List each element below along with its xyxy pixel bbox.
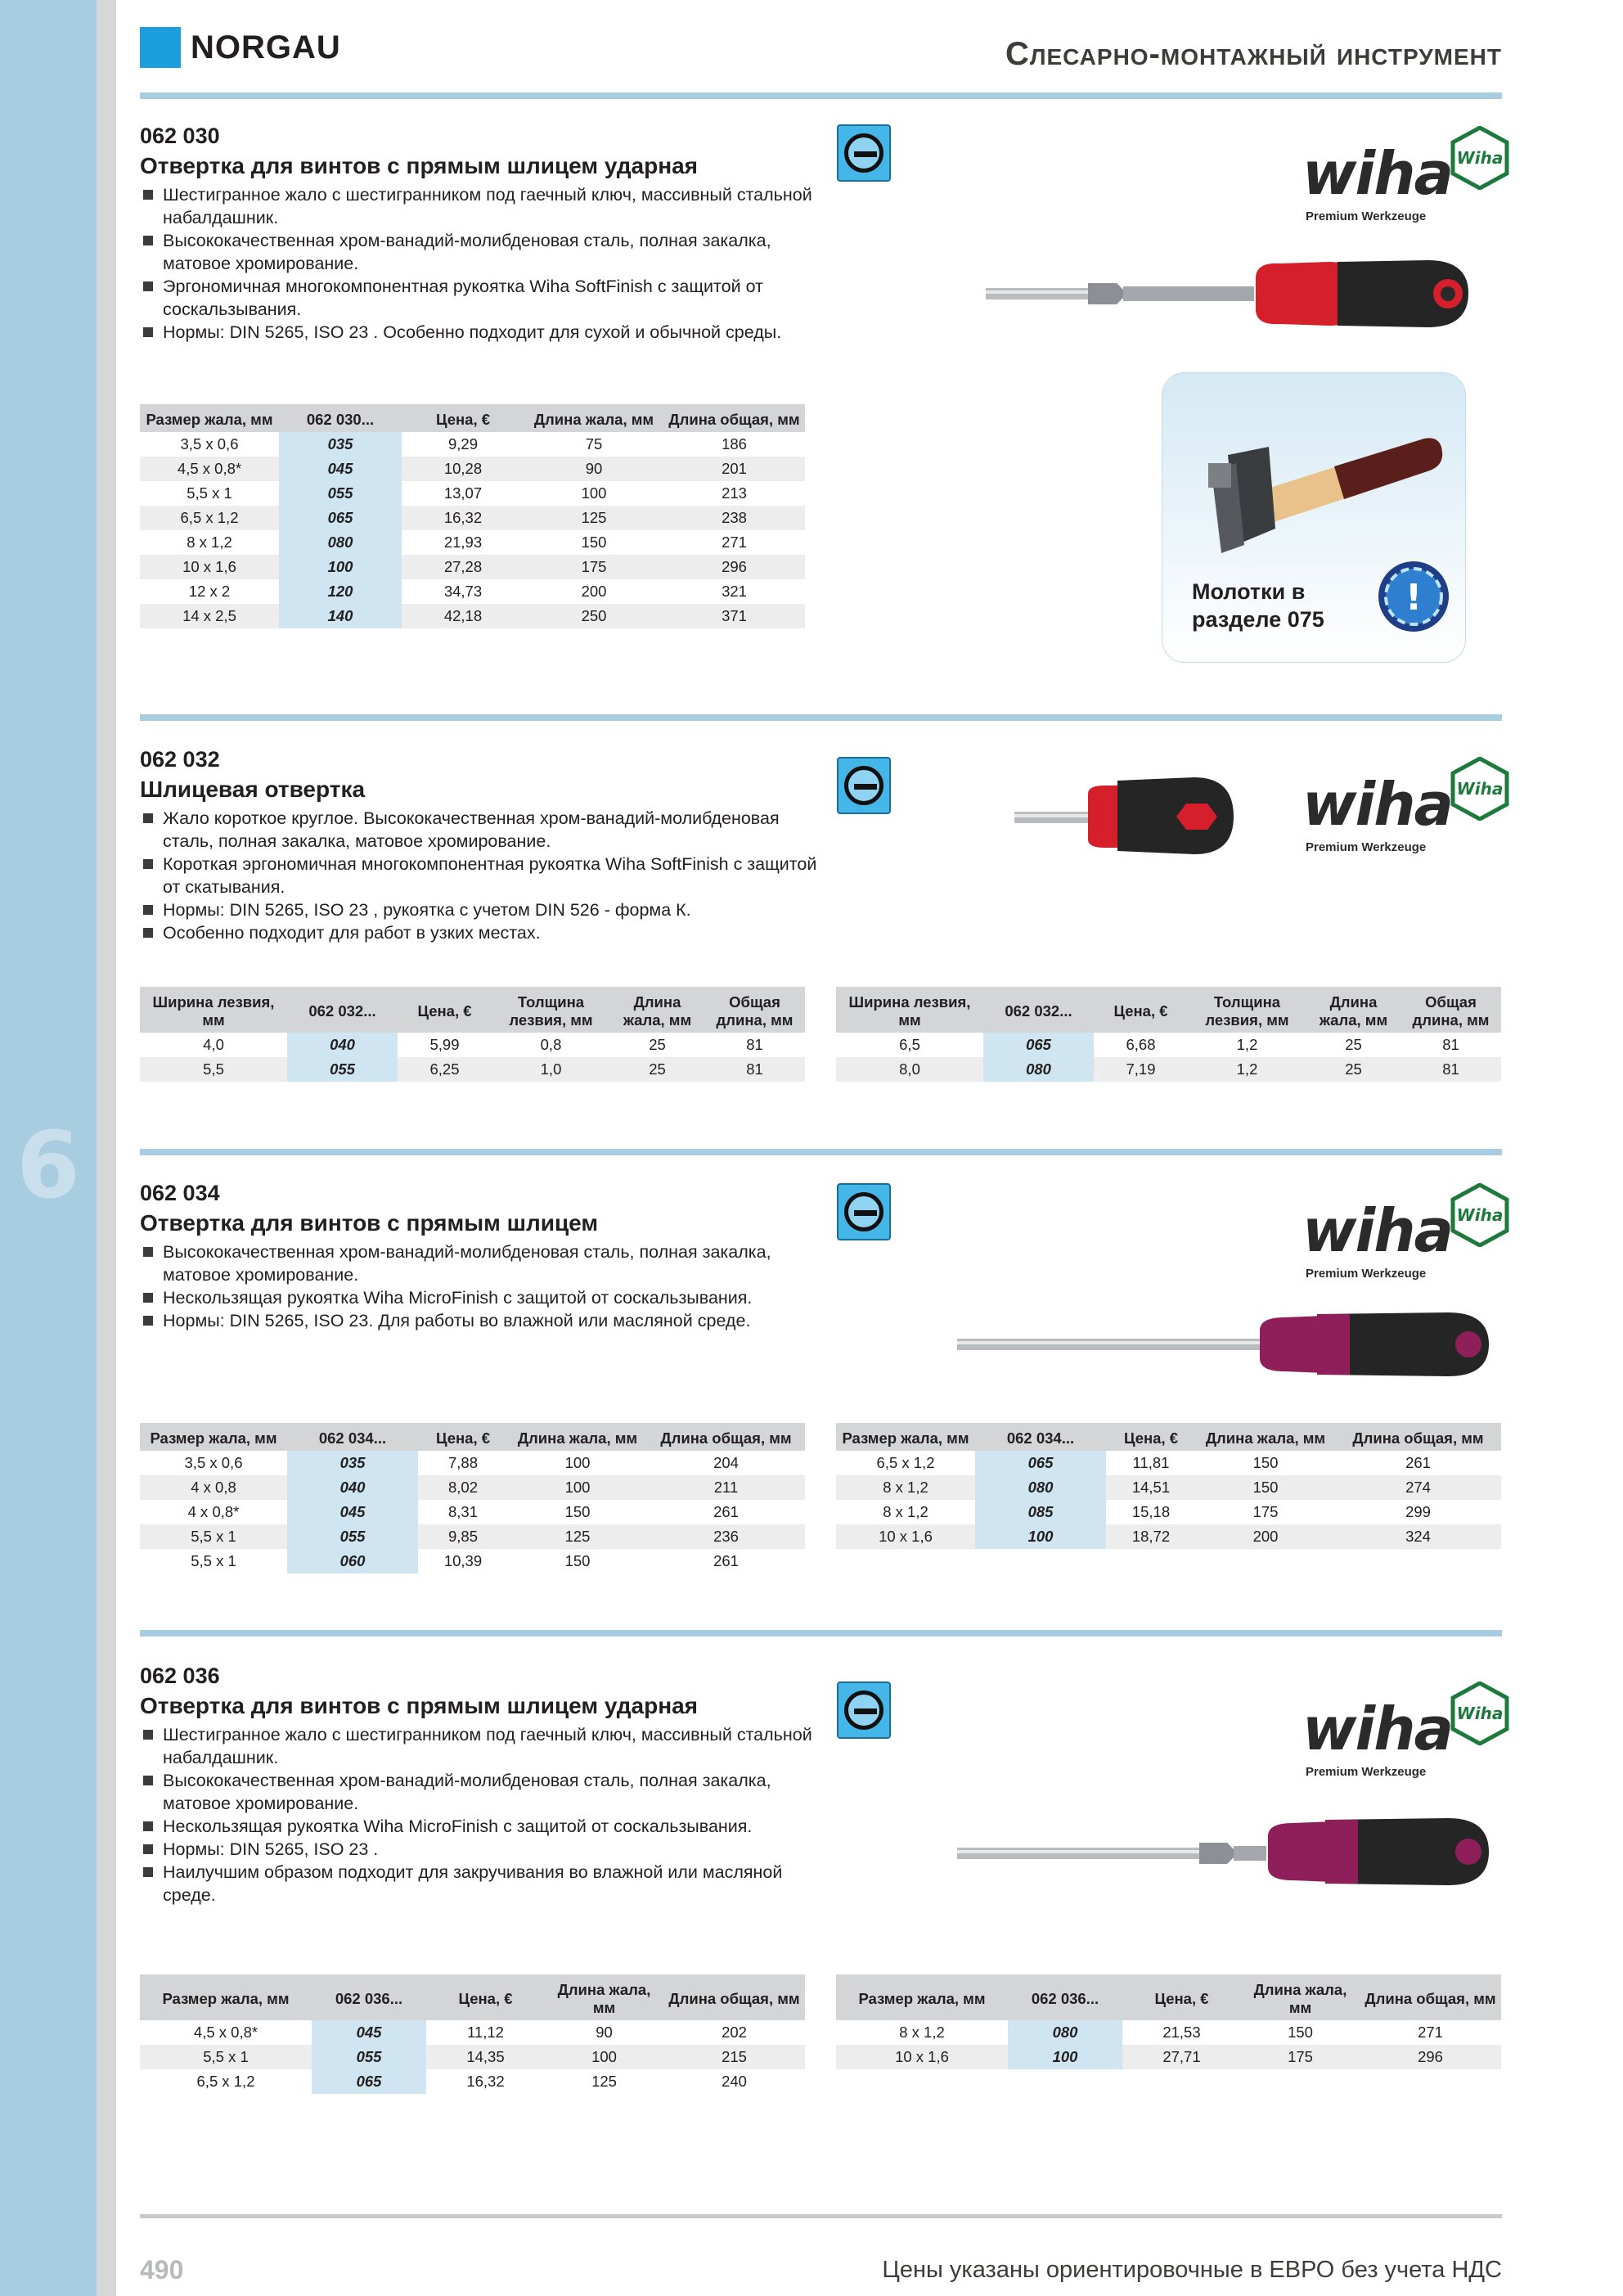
col-header: Ширина лезвия, мм — [140, 987, 287, 1033]
col-header: Длина общая, мм — [663, 404, 805, 432]
col-header: Длина жала, мм — [1241, 1974, 1360, 2020]
table-row — [836, 1057, 1501, 1082]
table-cell: 261 — [713, 1503, 739, 1520]
feature-list — [140, 183, 827, 344]
table-cell: 4,5 x 0,8* — [140, 457, 279, 481]
brand-logo — [140, 27, 341, 68]
brand-name: NORGAU — [191, 29, 341, 65]
table-cell: 16,32 — [402, 506, 524, 530]
table-cell: 10,39 — [443, 1552, 483, 1569]
table-row — [140, 1475, 805, 1500]
wiha-subtitle: Premium Werkzeuge — [1306, 1765, 1427, 1779]
col-header: Цена, € — [426, 1974, 545, 2020]
table-cell: 150 — [581, 533, 607, 551]
article-code-cell: 080 — [983, 1057, 1094, 1082]
article-code-cell: 065 — [983, 1033, 1094, 1057]
price-table-062-036-b — [836, 1974, 1501, 2069]
feature-item: Жало короткое круглое. Высококачественная хром-ванадий-молибденовая сталь, полная закалка, матовое хромирование. — [140, 807, 827, 853]
col-header: 062 032... — [983, 987, 1094, 1033]
article-code-cell: 055 — [312, 2045, 426, 2069]
col-header: Длина жала, мм — [545, 1974, 663, 2020]
table-cell: 125 — [591, 2073, 617, 2090]
product-code: 062 030 — [140, 124, 220, 148]
table-row — [836, 2020, 1501, 2045]
table-cell: 6,5 x 1,2 — [196, 2073, 255, 2090]
table-row — [140, 604, 805, 628]
table-cell: 14,35 — [426, 2045, 545, 2069]
table-cell: 100 — [545, 2045, 663, 2069]
table-row — [140, 457, 805, 481]
product-title: Шлицевая отвертка — [140, 777, 366, 802]
table-cell: 4 x 0,8 — [140, 1475, 287, 1500]
table-cell: 200 — [581, 583, 607, 600]
svg-text:Wiha: Wiha — [1456, 779, 1504, 799]
table-cell: 8,0 — [836, 1057, 983, 1082]
stubby-screwdriver-image — [1014, 769, 1243, 859]
page-title: Слесарно-монтажный инструмент — [1005, 36, 1502, 72]
table-cell: 150 — [1252, 1454, 1279, 1471]
table-cell: 1,0 — [492, 1057, 610, 1082]
table-cell: 150 — [1196, 1475, 1335, 1500]
table-cell: 75 — [585, 435, 603, 452]
col-header: 062 034... — [287, 1423, 418, 1451]
col-header: Длина жала, мм — [1196, 1423, 1335, 1451]
article-code-cell: 085 — [975, 1500, 1106, 1524]
col-header: Размер жала, мм — [140, 1423, 287, 1451]
product-title: Отвертка для винтов с прямым шлицем ударная — [140, 1693, 699, 1718]
col-header: 062 030... — [279, 404, 402, 432]
article-code-cell: 055 — [287, 1524, 418, 1549]
table-cell: 27,28 — [402, 555, 524, 579]
table-cell: 5,5 x 1 — [140, 1524, 287, 1549]
table-cell: 90 — [524, 457, 663, 481]
article-code-cell: 035 — [287, 1451, 418, 1475]
table-cell: 25 — [1345, 1036, 1362, 1053]
col-header: Длина жала, мм — [508, 1423, 647, 1451]
feature-item: Высококачественная хром-ванадий-молибденовая сталь, полная закалка, матовое хромирование. — [140, 1240, 827, 1286]
table-cell: 150 — [1288, 2024, 1313, 2041]
feature-item: Шестигранное жало с шестигранником под гаечный ключ, массивный стальной набалдашник. — [140, 1723, 827, 1769]
price-table-062-034-a — [140, 1423, 805, 1573]
table-cell: 299 — [1405, 1503, 1431, 1520]
col-header: Толщина лезвия, мм — [1188, 987, 1306, 1033]
table-cell: 202 — [722, 2024, 747, 2041]
table-cell: 240 — [722, 2073, 747, 2090]
wiha-hex-icon — [1448, 126, 1512, 190]
table-cell: 25 — [610, 1057, 704, 1082]
col-header: 062 034... — [975, 1423, 1106, 1451]
article-code-cell: 055 — [287, 1057, 398, 1082]
col-header: Размер жала, мм — [140, 1974, 312, 2020]
table-row — [140, 2069, 805, 2094]
article-code-cell: 080 — [279, 530, 402, 555]
table-cell: 13,07 — [443, 484, 483, 502]
table-cell: 371 — [663, 604, 805, 628]
table-row — [140, 2045, 805, 2069]
article-code-cell: 040 — [287, 1033, 398, 1057]
table-cell: 21,93 — [443, 533, 483, 551]
feature-list — [140, 1723, 827, 1907]
info-badge-icon — [1377, 560, 1450, 633]
wiha-hex-icon — [1448, 1183, 1512, 1247]
col-header: 062 032... — [287, 987, 398, 1033]
table-row — [140, 1500, 805, 1524]
table-cell: 8 x 1,2 — [836, 1475, 975, 1500]
col-header: Ширина лезвия, мм — [836, 987, 983, 1033]
table-row — [140, 1057, 805, 1082]
feature-list — [140, 807, 827, 944]
article-code-cell: 045 — [279, 457, 402, 481]
col-header: 062 036... — [312, 1974, 426, 2020]
feature-item: Высококачественная хром-ванадий-молибденовая сталь, полная закалка, матовое хромирование. — [140, 229, 827, 275]
table-cell: 296 — [1360, 2045, 1501, 2069]
slot-screwdriver-icon — [837, 124, 891, 182]
svg-text:Wiha: Wiha — [1456, 1205, 1504, 1225]
col-header: Цена, € — [1094, 987, 1188, 1033]
table-row — [140, 432, 805, 457]
wiha-logo — [1302, 757, 1523, 854]
table-row — [140, 1451, 805, 1475]
table-cell: 7,19 — [1094, 1057, 1188, 1082]
table-cell: 1,2 — [1236, 1036, 1258, 1053]
slot-screwdriver-icon — [837, 757, 891, 814]
table-cell: 100 — [508, 1475, 647, 1500]
table-cell: 200 — [1196, 1524, 1335, 1549]
table-cell: 0,8 — [540, 1036, 562, 1053]
table-cell: 1,2 — [1188, 1057, 1306, 1082]
table-cell: 3,5 x 0,6 — [180, 435, 239, 452]
table-row — [140, 481, 805, 506]
side-band-edge — [97, 0, 116, 2296]
price-table-062-030 — [140, 404, 805, 628]
svg-text:!: ! — [1405, 577, 1423, 619]
article-code-cell: 065 — [279, 506, 402, 530]
table-cell: 11,12 — [467, 2024, 504, 2041]
table-cell: 5,5 x 1 — [140, 2045, 312, 2069]
table-cell: 6,5 — [899, 1036, 920, 1053]
table-cell: 215 — [663, 2045, 805, 2069]
article-code-cell: 080 — [1008, 2020, 1122, 2045]
product-062-034 — [140, 1178, 827, 1332]
article-code-cell: 035 — [279, 432, 402, 457]
table-cell: 5,5 x 1 — [187, 484, 232, 502]
col-header: Цена, € — [1122, 1974, 1241, 2020]
price-table-062-032-a — [140, 987, 805, 1082]
wiha-subtitle: Premium Werkzeuge — [1306, 840, 1427, 854]
table-cell: 211 — [647, 1475, 805, 1500]
table-cell: 6,5 x 1,2 — [876, 1454, 935, 1471]
table-cell: 5,99 — [429, 1036, 460, 1053]
article-code-cell: 040 — [287, 1475, 418, 1500]
table-cell: 5,5 — [140, 1057, 287, 1082]
table-cell: 201 — [663, 457, 805, 481]
section-rule — [140, 714, 1502, 721]
table-cell: 238 — [663, 506, 805, 530]
feature-item: Высококачественная хром-ванадий-молибденовая сталь, полная закалка, матовое хромирование. — [140, 1769, 827, 1815]
table-cell: 321 — [722, 583, 747, 600]
table-cell: 324 — [1335, 1524, 1501, 1549]
col-header: Размер жала, мм — [836, 1423, 975, 1451]
table-cell: 10,28 — [402, 457, 524, 481]
table-cell: 125 — [508, 1524, 647, 1549]
col-header: Цена, € — [418, 1423, 508, 1451]
wiha-wordmark: wiha — [1302, 1695, 1453, 1763]
table-cell: 8 x 1,2 — [899, 2024, 945, 2041]
col-header: Длина жала, мм — [610, 987, 704, 1033]
table-row — [140, 555, 805, 579]
table-cell: 150 — [564, 1552, 591, 1569]
svg-text:Wiha: Wiha — [1456, 1704, 1504, 1723]
feature-item: Шестигранное жало с шестигранником под гаечный ключ, массивный стальной набалдашник. — [140, 183, 827, 229]
table-row — [836, 1524, 1501, 1549]
article-code-cell: 045 — [312, 2020, 426, 2045]
table-cell: 204 — [713, 1454, 739, 1471]
article-code-cell: 120 — [279, 579, 402, 604]
wiha-subtitle: Premium Werkzeuge — [1306, 1267, 1427, 1281]
product-062-032 — [140, 745, 827, 944]
table-cell: 42,18 — [402, 604, 524, 628]
promo-text: Молотки в разделе 075 — [1192, 579, 1324, 632]
wiha-subtitle: Premium Werkzeuge — [1306, 209, 1427, 223]
wiha-wordmark: wiha — [1302, 139, 1453, 208]
table-cell: 25 — [649, 1036, 666, 1053]
table-cell: 261 — [1405, 1454, 1431, 1471]
page-number: 490 — [140, 2255, 184, 2285]
article-code-cell: 100 — [975, 1524, 1106, 1549]
col-header: Длина общая, мм — [1360, 1974, 1501, 2020]
table-cell: 5,5 x 1 — [191, 1552, 236, 1569]
impact-microfinish-screwdriver-image — [957, 1815, 1497, 1889]
table-cell: 34,73 — [443, 583, 483, 600]
feature-list — [140, 1240, 827, 1332]
feature-item: Нормы: DIN 5265, ISO 23 . Особенно подходит для сухой и обычной среды. — [140, 321, 827, 344]
table-cell: 250 — [524, 604, 663, 628]
article-code-cell: 045 — [287, 1500, 418, 1524]
table-row — [140, 506, 805, 530]
product-title: Отвертка для винтов с прямым шлицем ударная — [140, 153, 699, 178]
table-cell: 100 — [564, 1454, 591, 1471]
wiha-logo — [1302, 1681, 1523, 1779]
table-cell: 8 x 1,2 — [883, 1503, 928, 1520]
table-cell: 21,53 — [1162, 2024, 1201, 2041]
table-cell: 10 x 1,6 — [140, 555, 279, 579]
product-code: 062 036 — [140, 1663, 220, 1688]
feature-item: Короткая эргономичная многокомпонентная рукоятка Wiha SoftFinish с защитой от скатывания. — [140, 853, 827, 898]
table-cell: 27,71 — [1122, 2045, 1241, 2069]
table-cell: 14 x 2,5 — [140, 604, 279, 628]
table-cell: 186 — [722, 435, 747, 452]
article-code-cell: 100 — [1008, 2045, 1122, 2069]
article-code-cell: 060 — [287, 1549, 418, 1573]
feature-item: Нескользящая рукоятка Wiha MicroFinish с защитой от соскальзывания. — [140, 1815, 827, 1838]
table-cell: 6,68 — [1126, 1036, 1156, 1053]
col-header: Длина общая, мм — [647, 1423, 805, 1451]
header-rule — [140, 92, 1502, 99]
table-cell: 4,0 — [203, 1036, 224, 1053]
table-row — [836, 1451, 1501, 1475]
product-title: Отвертка для винтов с прямым шлицем — [140, 1210, 599, 1236]
section-rule — [140, 1149, 1502, 1155]
table-cell: 6,5 x 1,2 — [140, 506, 279, 530]
table-row — [140, 530, 805, 555]
table-cell: 15,18 — [1131, 1503, 1171, 1520]
table-cell: 81 — [1442, 1036, 1459, 1053]
article-code-cell: 065 — [975, 1451, 1106, 1475]
col-header: Длина общая, мм — [663, 1974, 805, 2020]
table-cell: 90 — [596, 2024, 613, 2041]
table-cell: 8,02 — [418, 1475, 508, 1500]
col-header: Общая длина, мм — [704, 987, 805, 1033]
table-row — [140, 1524, 805, 1549]
table-cell: 11,81 — [1132, 1454, 1170, 1471]
table-row — [140, 1549, 805, 1573]
table-cell: 10 x 1,6 — [836, 2045, 1008, 2069]
table-cell: 9,85 — [418, 1524, 508, 1549]
table-cell: 10 x 1,6 — [836, 1524, 975, 1549]
slot-screwdriver-icon — [837, 1681, 891, 1739]
table-cell: 150 — [564, 1503, 591, 1520]
article-code-cell: 080 — [975, 1475, 1106, 1500]
table-cell: 4 x 0,8* — [187, 1503, 240, 1520]
brand-square-icon — [140, 27, 181, 68]
feature-item: Нормы: DIN 5265, ISO 23 , рукоятка с учетом DIN 526 - форма К. — [140, 898, 827, 921]
table-cell: 16,32 — [466, 2073, 505, 2090]
col-header: Цена, € — [1106, 1423, 1196, 1451]
wiha-logo — [1302, 126, 1523, 223]
table-cell: 271 — [722, 533, 747, 551]
table-cell: 12 x 2 — [188, 583, 231, 600]
table-cell: 18,72 — [1106, 1524, 1196, 1549]
table-cell: 81 — [704, 1057, 805, 1082]
col-header: Толщина лезвия, мм — [492, 987, 610, 1033]
table-cell: 296 — [663, 555, 805, 579]
table-cell: 81 — [1400, 1057, 1501, 1082]
hammer-promo-box[interactable] — [1162, 372, 1466, 663]
product-062-036 — [140, 1661, 827, 1907]
table-cell: 25 — [1306, 1057, 1400, 1082]
table-cell: 3,5 x 0,6 — [184, 1454, 243, 1471]
col-header: Цена, € — [398, 987, 492, 1033]
footer-rule — [140, 2214, 1502, 2218]
hammer-image — [1179, 406, 1449, 569]
slot-screwdriver-icon — [837, 1183, 891, 1240]
wiha-logo — [1302, 1183, 1523, 1281]
table-cell: 9,29 — [447, 435, 478, 452]
feature-item: Нормы: DIN 5265, ISO 23. Для работы во влажной или масляной среде. — [140, 1309, 827, 1332]
col-header: 062 036... — [1008, 1974, 1122, 2020]
table-cell: 125 — [524, 506, 663, 530]
table-cell: 175 — [1241, 2045, 1360, 2069]
col-header: Цена, € — [402, 404, 524, 432]
table-cell: 8 x 1,2 — [187, 533, 232, 551]
svg-text:Wiha: Wiha — [1456, 148, 1504, 168]
table-cell: 274 — [1335, 1475, 1501, 1500]
col-header: Размер жала, мм — [836, 1974, 1008, 2020]
product-code: 062 034 — [140, 1181, 220, 1205]
section-number: 6 — [16, 1113, 80, 1219]
article-code-cell: 055 — [279, 481, 402, 506]
table-cell: 261 — [713, 1552, 739, 1569]
table-cell: 14,51 — [1106, 1475, 1196, 1500]
table-row — [140, 1033, 805, 1057]
col-header: Длина жала, мм — [524, 404, 663, 432]
wiha-wordmark: wiha — [1302, 1196, 1453, 1265]
product-code: 062 032 — [140, 747, 220, 772]
table-row — [836, 1475, 1501, 1500]
price-table-062-036-a — [140, 1974, 805, 2094]
microfinish-screwdriver-image — [957, 1308, 1497, 1381]
col-header: Общая длина, мм — [1400, 987, 1501, 1033]
table-cell: 271 — [1418, 2024, 1443, 2041]
impact-screwdriver-image — [986, 254, 1477, 335]
table-cell: 100 — [581, 484, 607, 502]
price-table-062-032-b — [836, 987, 1501, 1082]
section-rule — [140, 1630, 1502, 1636]
product-062-030 — [140, 121, 827, 344]
table-row — [140, 579, 805, 604]
price-table-062-034-b — [836, 1423, 1501, 1549]
table-cell: 8,31 — [447, 1503, 478, 1520]
table-cell: 6,25 — [398, 1057, 492, 1082]
feature-item: Особенно подходит для работ в узких местах. — [140, 921, 827, 944]
table-cell: 81 — [746, 1036, 763, 1053]
article-code-cell: 140 — [279, 604, 402, 628]
table-cell: 4,5 x 0,8* — [193, 2024, 259, 2041]
wiha-hex-icon — [1448, 757, 1512, 821]
col-header: Размер жала, мм — [140, 404, 279, 432]
feature-item: Нескользящая рукоятка Wiha MicroFinish с защитой от соскальзывания. — [140, 1286, 827, 1309]
wiha-wordmark: wiha — [1302, 770, 1453, 839]
table-row — [140, 2020, 805, 2045]
table-row — [836, 2045, 1501, 2069]
wiha-hex-icon — [1448, 1681, 1512, 1745]
table-cell: 7,88 — [447, 1454, 478, 1471]
table-cell: 213 — [722, 484, 747, 502]
price-note: Цены указаны ориентировочные в ЕВРО без учета НДС — [882, 2257, 1502, 2283]
feature-item: Эргономичная многокомпонентная рукоятка Wiha SoftFinish с защитой от соскальзывания. — [140, 275, 827, 321]
article-code-cell: 065 — [312, 2069, 426, 2094]
table-row — [836, 1500, 1501, 1524]
table-cell: 236 — [647, 1524, 805, 1549]
col-header: Длина жала, мм — [1306, 987, 1400, 1033]
table-cell: 175 — [1252, 1503, 1279, 1520]
col-header: Длина общая, мм — [1335, 1423, 1501, 1451]
article-code-cell: 100 — [279, 555, 402, 579]
table-cell: 175 — [524, 555, 663, 579]
feature-item: Наилучшим образом подходит для закручивания во влажной или масляной среде. — [140, 1861, 827, 1907]
feature-item: Нормы: DIN 5265, ISO 23 . — [140, 1838, 827, 1861]
table-row — [836, 1033, 1501, 1057]
